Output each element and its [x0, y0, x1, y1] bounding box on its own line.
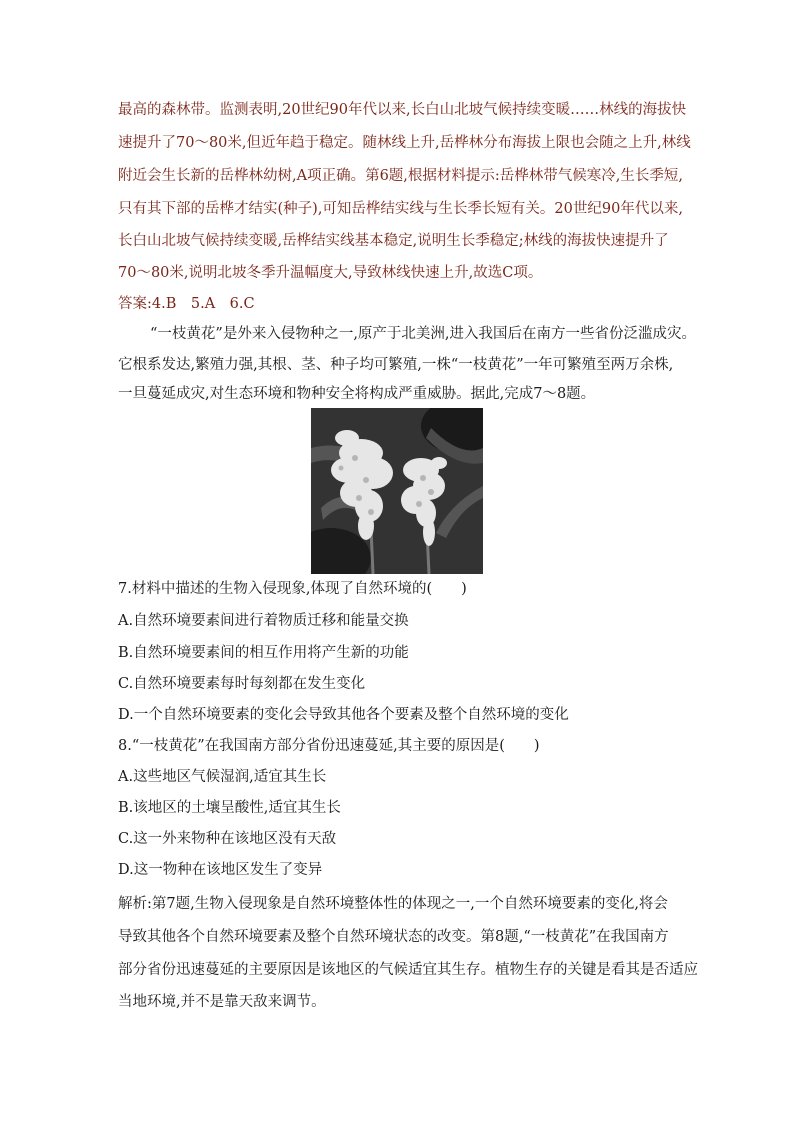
- q8-option-c: C.这一外来物种在该地区没有天敌: [118, 831, 337, 847]
- explanation-prev-line-1: 最高的森林带。监测表明,20世纪90年代以来,长白山北坡气候持续变暖……林线的海拔快: [118, 102, 687, 118]
- q8-option-a: A.这些地区气候湿润,适宜其生长: [118, 769, 327, 785]
- explanation-line-4: 当地环境,并不是靠天敌来调节。: [118, 994, 326, 1010]
- q7-option-d: D.一个自然环境要素的变化会导致其他各个要素及整个自然环境的变化: [118, 707, 569, 723]
- explanation-prev-line-3: 附近会生长新的岳桦林幼树,A项正确。第6题,根据材料提示:岳桦林带气候寒冷,生长季短,: [118, 168, 684, 184]
- q7-option-b: B.自然环境要素间的相互作用将产生新的功能: [118, 645, 409, 661]
- q8-stem: 8.“一枝黄花”在我国南方部分省份迅速蔓延,其主要的原因是( ): [118, 738, 540, 754]
- goldenrod-flower-image: [311, 408, 483, 574]
- material-line-3: 一旦蔓延成灾,对生态环境和物种安全将构成严重威胁。据此,完成7～8题。: [118, 386, 596, 402]
- q7-option-a: A.自然环境要素间进行着物质迁移和能量交换: [118, 613, 409, 629]
- q7-stem: 7.材料中描述的生物入侵现象,体现了自然环境的( ): [118, 581, 467, 597]
- goldenrod-photo: [311, 408, 483, 574]
- answer-prev: 答案:4.B 5.A 6.C: [118, 296, 255, 312]
- explanation-line-2: 导致其他各个自然环境要素及整个自然环境状态的改变。第8题,“一枝黄花”在我国南方: [118, 929, 669, 945]
- explanation-prev-line-5: 长白山北坡气候持续变暖,岳桦结实线基本稳定,说明生长季稳定;林线的海拔快速提升了: [118, 233, 669, 249]
- material-line-1: “一枝黄花”是外来入侵物种之一,原产于北美洲,进入我国后在南方一些省份泛滥成灾。: [150, 326, 697, 342]
- q8-option-b: B.该地区的土壤呈酸性,适宜其生长: [118, 800, 341, 816]
- explanation-line-3: 部分省份迅速蔓延的主要原因是该地区的气候适宜其生存。植物生存的关键是看其是否适应: [118, 962, 698, 978]
- material-line-2: 它根系发达,繁殖力强,其根、茎、种子均可繁殖,一株“一枝黄花”一年可繁殖至两万余株,: [118, 357, 674, 373]
- explanation-line-1: 解析:第7题,生物入侵现象是自然环境整体性的体现之一,一个自然环境要素的变化,将会: [118, 896, 668, 912]
- explanation-prev-line-2: 速提升了70～80米,但近年趋于稳定。随林线上升,岳桦林分布海拔上限也会随之上升,林线: [118, 135, 691, 151]
- q7-option-c: C.自然环境要素每时每刻都在发生变化: [118, 676, 366, 692]
- q8-option-d: D.这一物种在该地区发生了变异: [118, 862, 323, 878]
- explanation-prev-line-4: 只有其下部的岳桦才结实(种子),可知岳桦结实线与生长季长短有关。20世纪90年代以来,: [118, 201, 683, 217]
- explanation-prev-line-6: 70～80米,说明北坡冬季升温幅度大,导致林线快速上升,故选C项。: [118, 265, 543, 281]
